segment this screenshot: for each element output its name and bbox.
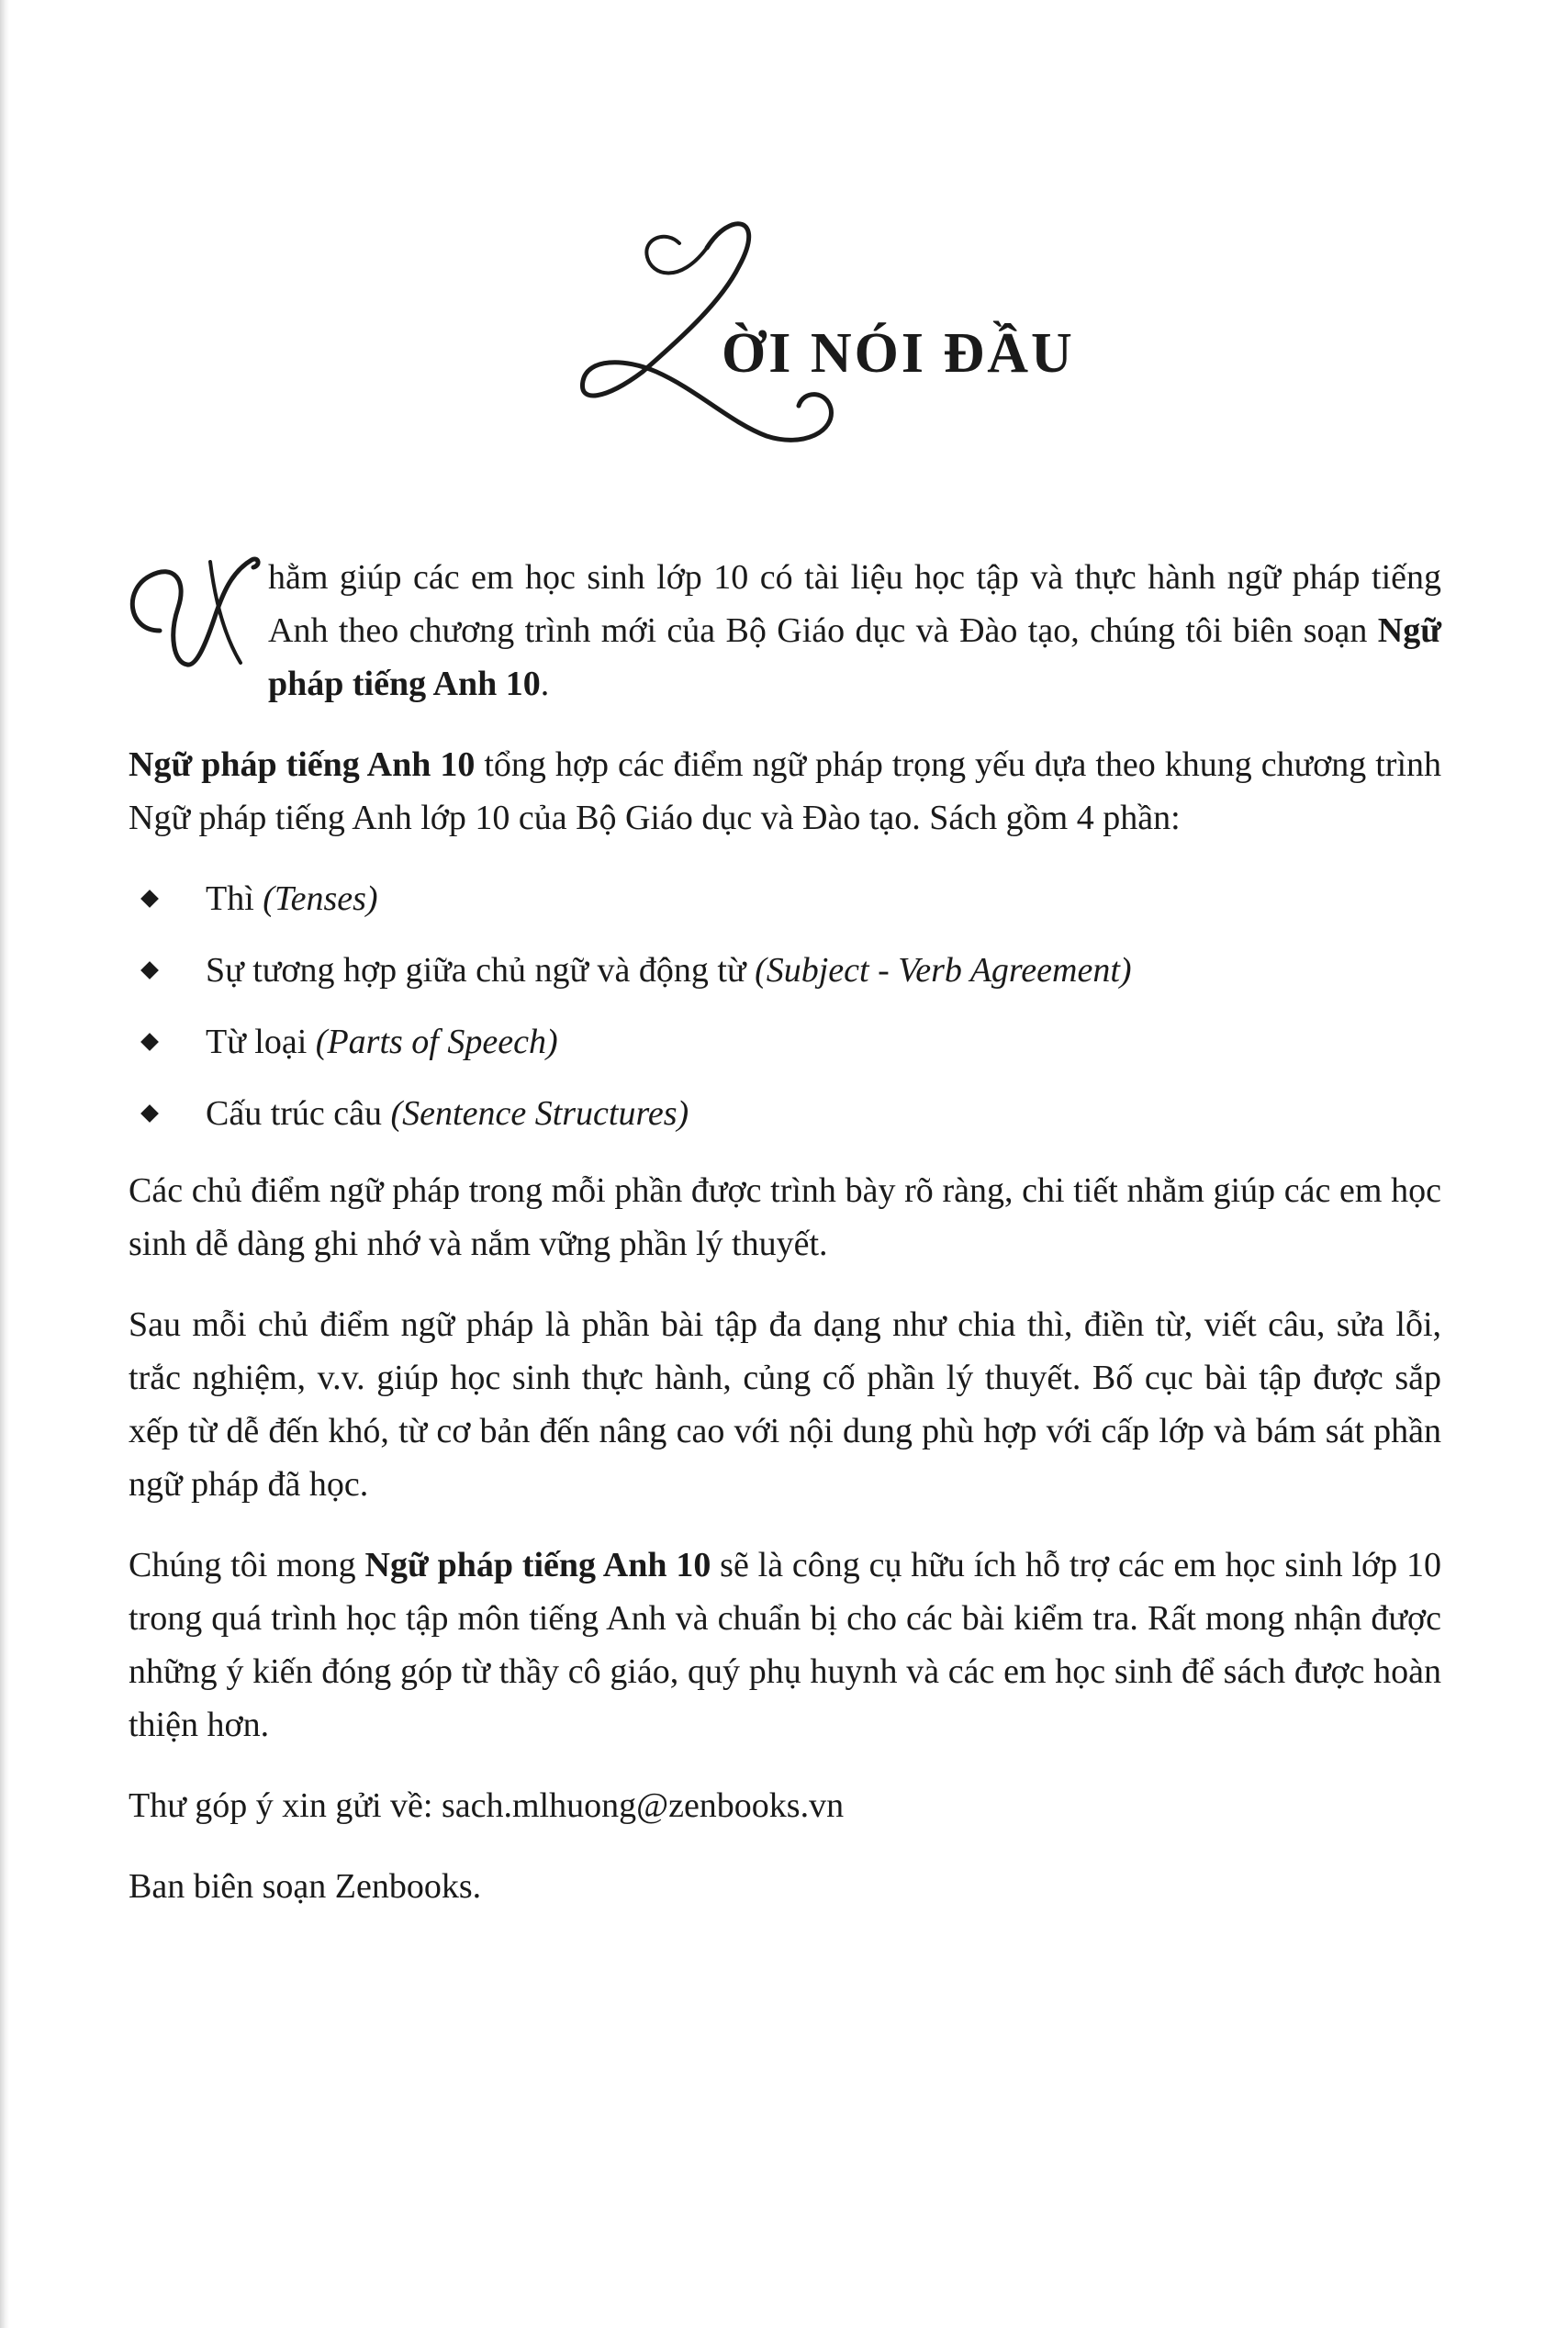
part-name: Cấu trúc câu [206, 1094, 391, 1133]
summary-paragraph [129, 738, 1441, 845]
part-english: (Parts of Speech) [315, 1023, 558, 1061]
intro-text: hằm giúp các em học sinh lớp 10 có tài liệu học tập và thực hành ngữ pháp tiếng Anh theo chương trình mới của Bộ Giáo dục và Đào tạo, chúng tôi biên soạn [268, 558, 1441, 650]
page-edge-shadow [0, 0, 9, 2328]
page-title [569, 211, 1083, 450]
summary-book-title: Ngữ pháp tiếng Anh 10 [129, 745, 476, 784]
svg-text:N: N [123, 543, 124, 544]
contact-line: Thư góp ý xin gửi về: sach.mlhuong@zenbooks.vn [129, 1786, 845, 1825]
list-item [129, 1087, 1441, 1140]
part-english: (Tenses) [263, 879, 378, 918]
intro-end: . [540, 665, 550, 703]
parts-list [129, 872, 1441, 1140]
hope-book-title: Ngữ pháp tiếng Anh 10 [364, 1546, 711, 1584]
diamond-bullet-icon [140, 961, 159, 979]
dropcap-swash-letter [123, 543, 263, 672]
hope-start: Chúng tôi mong [129, 1546, 365, 1584]
part-name: Sự tương hợp giữa chủ ngữ và động từ [206, 951, 756, 990]
part-english: (Subject - Verb Agreement) [755, 951, 1132, 990]
list-item [129, 1015, 1441, 1069]
diamond-bullet-icon [140, 1033, 159, 1051]
list-item [129, 872, 1441, 925]
diamond-bullet-icon [140, 890, 159, 908]
svg-text:L: L [707, 371, 709, 373]
diamond-bullet-icon [140, 1104, 159, 1123]
signature-line: Ban biên soạn Zenbooks. [129, 1867, 482, 1906]
intro-book-title: Ngữ pháp tiếng Anh 10 [268, 611, 1441, 703]
preface-body [123, 543, 1442, 1941]
hope-rest: sẽ là công cụ hữu ích hỗ trợ các em học sinh lớp 10 trong quá trình học tập môn tiếng Anh và chuẩn bị cho các bài kiểm tra. Rất mong nhận được những ý kiến đóng góp từ thầy cô giáo, quý phụ huynh và các em học sinh để sách được hoàn thiện hơn. [129, 1546, 1441, 1744]
intro-paragraph [123, 543, 1441, 711]
part-english: (Sentence Structures) [390, 1094, 689, 1133]
title-text: ỜI NÓI ĐẦU [722, 322, 1075, 385]
list-item [129, 944, 1441, 997]
hope-paragraph [129, 1539, 1441, 1752]
topics-paragraph: Các chủ điểm ngữ pháp trong mỗi phần được trình bày rõ ràng, chi tiết nhằm giúp các em học sinh dễ dàng ghi nhớ và nắm vững phần lý thuyết. [129, 1171, 1441, 1263]
summary-text: tổng hợp các điểm ngữ pháp trọng yếu dựa theo khung chương trình Ngữ pháp tiếng Anh lớp 10 của Bộ Giáo dục và Đào tạo. Sách gồm 4 phần: [129, 745, 1442, 837]
part-name: Thì [206, 879, 263, 918]
part-name: Từ loại [206, 1023, 316, 1061]
exercises-paragraph: Sau mỗi chủ điểm ngữ pháp là phần bài tập đa dạng như chia thì, điền từ, viết câu, sửa lỗi, trắc nghiệm, v.v. giúp học sinh thực hành, củng cố phần lý thuyết. Bố cục bài tập được sắp xếp từ dễ đến khó, từ cơ bản đến nâng cao với nội dung phù hợp với cấp lớp và bám sát phần ngữ pháp đã học. [129, 1305, 1441, 1504]
